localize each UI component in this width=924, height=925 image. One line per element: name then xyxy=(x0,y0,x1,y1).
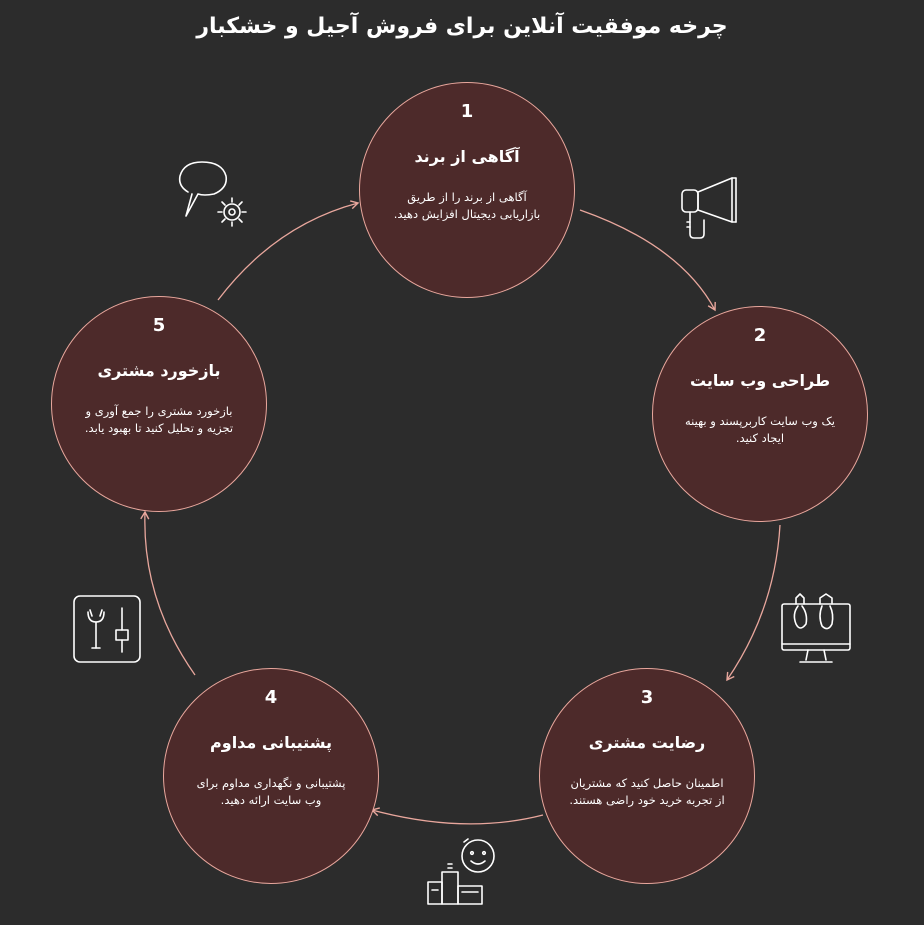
step-node-2 xyxy=(652,306,868,522)
step-number: 1 xyxy=(460,101,474,122)
step-number: 5 xyxy=(152,315,166,336)
step-number: 3 xyxy=(640,687,654,708)
step-heading: پشتیبانی مداوم xyxy=(210,733,332,752)
step-number: 4 xyxy=(264,687,278,708)
tools-icon xyxy=(72,594,144,666)
diagram-title: چرخه موفقیت آنلاین برای فروش آجیل و خشکبار xyxy=(196,14,728,39)
step-description: آگاهی از برند را از طریق بازاریابی دیجیتال افزایش دهید. xyxy=(393,190,541,221)
step-node-5 xyxy=(51,296,267,512)
step-description: بازخورد مشتری را جمع آوری و تجزیه و تحلیل کنید تا بهبود یابد. xyxy=(84,404,234,435)
step-heading: طراحی وب سایت xyxy=(689,371,831,390)
step-description: یک وب سایت کاربرپسند و بهینه ایجاد کنید. xyxy=(685,414,835,445)
step-heading: آگاهی از برند xyxy=(414,147,520,166)
step-node-4 xyxy=(163,668,379,884)
step-heading: بازخورد مشتری xyxy=(97,361,221,380)
step-description: اطمینان حاصل کنید که مشتریان از تجربه خرید خود راضی هستند. xyxy=(569,776,725,807)
step-description: پشتیبانی و نگهداری مداوم برای وب سایت ارائه دهید. xyxy=(196,776,346,807)
step-node-1 xyxy=(359,82,575,298)
arrow-4-to-5 xyxy=(145,512,195,675)
happy-customer-icon xyxy=(424,834,500,908)
megaphone-icon xyxy=(676,172,740,246)
step-node-3 xyxy=(539,668,755,884)
step-number: 2 xyxy=(753,325,767,346)
feedback-gear-icon xyxy=(178,158,258,238)
step-heading: رضایت مشتری xyxy=(588,733,706,752)
arrow-2-to-3 xyxy=(727,525,780,680)
arrow-3-to-4 xyxy=(372,810,543,824)
monitor-design-icon xyxy=(778,592,854,668)
